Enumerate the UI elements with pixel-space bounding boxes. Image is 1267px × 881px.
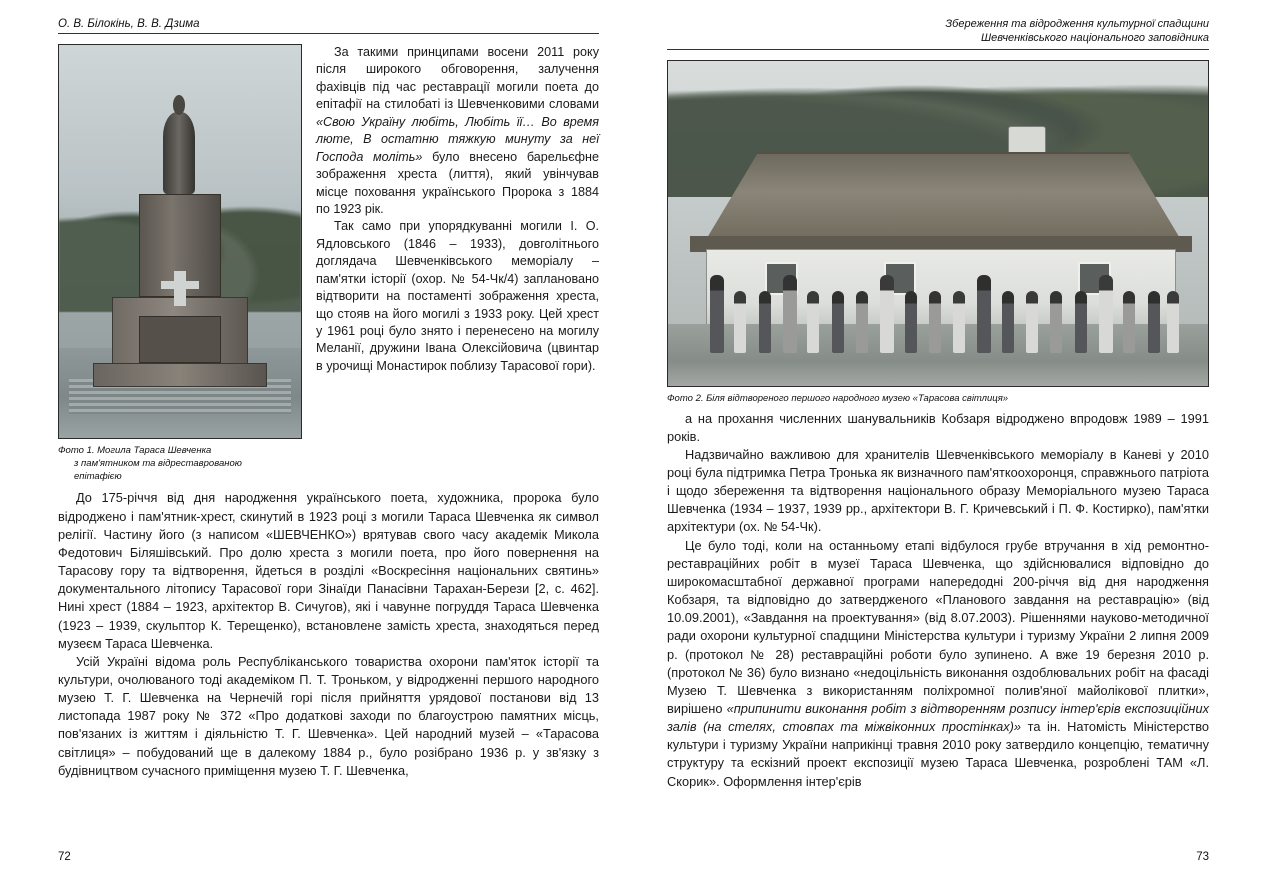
monument-epitaph-plaque [139,316,221,363]
right-text [667,410,1209,791]
quoted-decision-text: «припинити виконання робіт з відтворенням розпису інтер'єрів експозиційних залів (на стелях, стовпах та міжвіконних простінках)» [667,701,1209,735]
monument-statue [163,112,194,195]
page-right [633,0,1267,881]
figure-1-block [58,44,302,483]
paragraph: Надзвичайно важливою для хранителів Шевченківського меморіалу в Каневі у 2010 році була підтримка Петра Тронька як визначного пам'яткоохоронця, справжнього патріота і щодо збереження та відтворення національного образу Меморіального музею Тараса Шевченка (1934 – 1937, 1939 рр., архітектори В. Г. Кричевський і П. Ф. Костирко), пам'ятки архітектури (ох. № 54-Чк). [667,446,1209,535]
monument-statue-head [173,95,185,115]
paragraph: Усій Україні відома роль Республіканського товариства охорони пам'яток історії та культури, очолюваного тоді академіком П. Т. Троньком, у відродженні першого народного музею Т. Г. Шевченка на Чернечій горі після прийняття урядової постанови від 13 листопада 1987 року № 372 «Про додаткові заходи по благоустрою памятних місць, пов'язаних із життям і діяльністю Т. Г. Шевченка». Цей народний музей – «Тарасова світлиця» – побудований ще в далекому 1884 р., було розібрано 1936 р. у зв'язку з будівництвом сучасного приміщення музею Т. Г. Шевченка, [58,653,599,778]
monument-base-lower [93,363,267,387]
figure-1-caption [58,445,302,483]
paragraph-text-tail: та ін. Натомість Міністерство культури і туризму України наприкінці травня 2010 року затвердило концепцію, тематичну структуру та ескізний проект експозиції музею Тараса Шевченка, розроблені ТАМ «Л. Скорик». Оформлення інтер'єрів [667,719,1209,789]
running-head-right-line2: Шевченківського національного заповідника [980,31,1209,44]
shevchenko-quote: «Свою Україну любіть, Любіть її… Во время люте, В остатню тяжкую минуту за неї Господа моліть» [316,114,599,164]
paragraph [316,44,599,218]
running-head-right-line1: Збереження та відродження культурної спадщини [945,18,1209,30]
figure-2-caption: Фото 2. Біля відтвореного першого народного музею «Тарасова світлиця» [667,392,1009,404]
page-number-left: 72 [58,851,71,863]
monument-photo [58,44,302,439]
figure-1-caption-line2: з пам'ятником та відреставрованою [74,457,242,469]
crowd-of-people [700,256,1186,354]
paragraph [667,537,1209,791]
figure-1-caption-line3: епітафією [74,470,122,482]
thatched-roof [700,152,1186,250]
paragraph: а на прохання численних шанувальників Кобзаря відроджено впродовж 1989 – 1991 років. [667,410,1209,444]
figure-1-caption-line1: Фото 1. Могила Тараса Шевченка [58,445,212,456]
left-column-text [316,44,599,483]
left-top-block [58,44,599,483]
running-head-right [667,18,1209,50]
paragraph-text-tail: було внесено барельєфне зображення хреста (лиття), який увінчував місце поховання українського Пророка з 1884 по 1923 рік. [316,149,599,216]
left-wide-text [58,489,599,780]
page-left [0,0,633,881]
paragraph: Так само при упорядкуванні могили І. О. Ядловського (1846 – 1933), довголітнього доглядача Шевченківського меморіалу – пам'ятки історії (охор. № 54-Чк/4) заплановано відтворити на постаменті зображення хреста, що стояв на його могилі з 1933 року. Цей хрест у 1961 році було знято і перенесено на могилу Меланії, дружини Івана Олексійовича (цвинтар в урочищі Монастирок поблизу Тарасової гори). [316,219,599,373]
page-number-right: 73 [1196,851,1209,863]
cross-relief-icon [174,271,186,306]
museum-photo [667,60,1209,387]
paragraph-text: За такими принципами восени 2011 року після широкого обговорення, залучення фахівців під час реставрації могили поета до епітафії на стилобаті із Шевченковими словами [316,45,599,112]
paragraph: До 175-річчя від дня народження українського поета, художника, пророка було відроджено і пам'ятник-хрест, скинутий в 1923 році з могили Тараса Шевченка як символ релігії. Частину його (з написом «ШЕВЧЕНКО») врятував свого часу академік Микола Федотович Біляшівський. Про долю хреста з могили поета, про його повернення на Тарасову гору та відтворення, йдеться в розділі «Воскресіння національних святинь» документального літопису Тарасової гори Зінаїди Панасівни Тарахан-Берези [2, с. 462]. Нині хрест (1884 – 1923, архітектор В. Сичугов), які і чавунне погруддя Тараса Шевченка (1923 – 1939, скульптор К. Терещенко), встановлене замість хреста, знаходяться перед музеєм Тараса Шевченка. [58,490,599,651]
running-head-left: О. В. Білокінь, В. В. Дзима [58,18,599,34]
paragraph-text: Це було тоді, коли на останньому етапі відбулося грубе втручання в хід ремонтно-реставраційних робіт в музеї Тараса Шевченка, що здійснювалися відповідно до широкомасштабної державної програми напередодні 200-річчя від дня народження Кобзаря, та відповідно до затвердженого «Планового завдання на реставрацію» (від 10.09.2001), «Завдання на проектування» (від 8.07.2003). Рішеннями науково-методичної ради охорони культурної спадщини Міністерства культури і туризму України 2 липня 2009 р. (протокол № 28) реставраційні роботи було зупинено. А вже 19 березня 2010 р. (протокол № 36) було визнано «недоцільність виконання оздоблювальних робіт на фасаді Музею Т. Шевченка з використанням поліхромної полив'яної майолікової плитки», вирішено [667,537,1209,716]
